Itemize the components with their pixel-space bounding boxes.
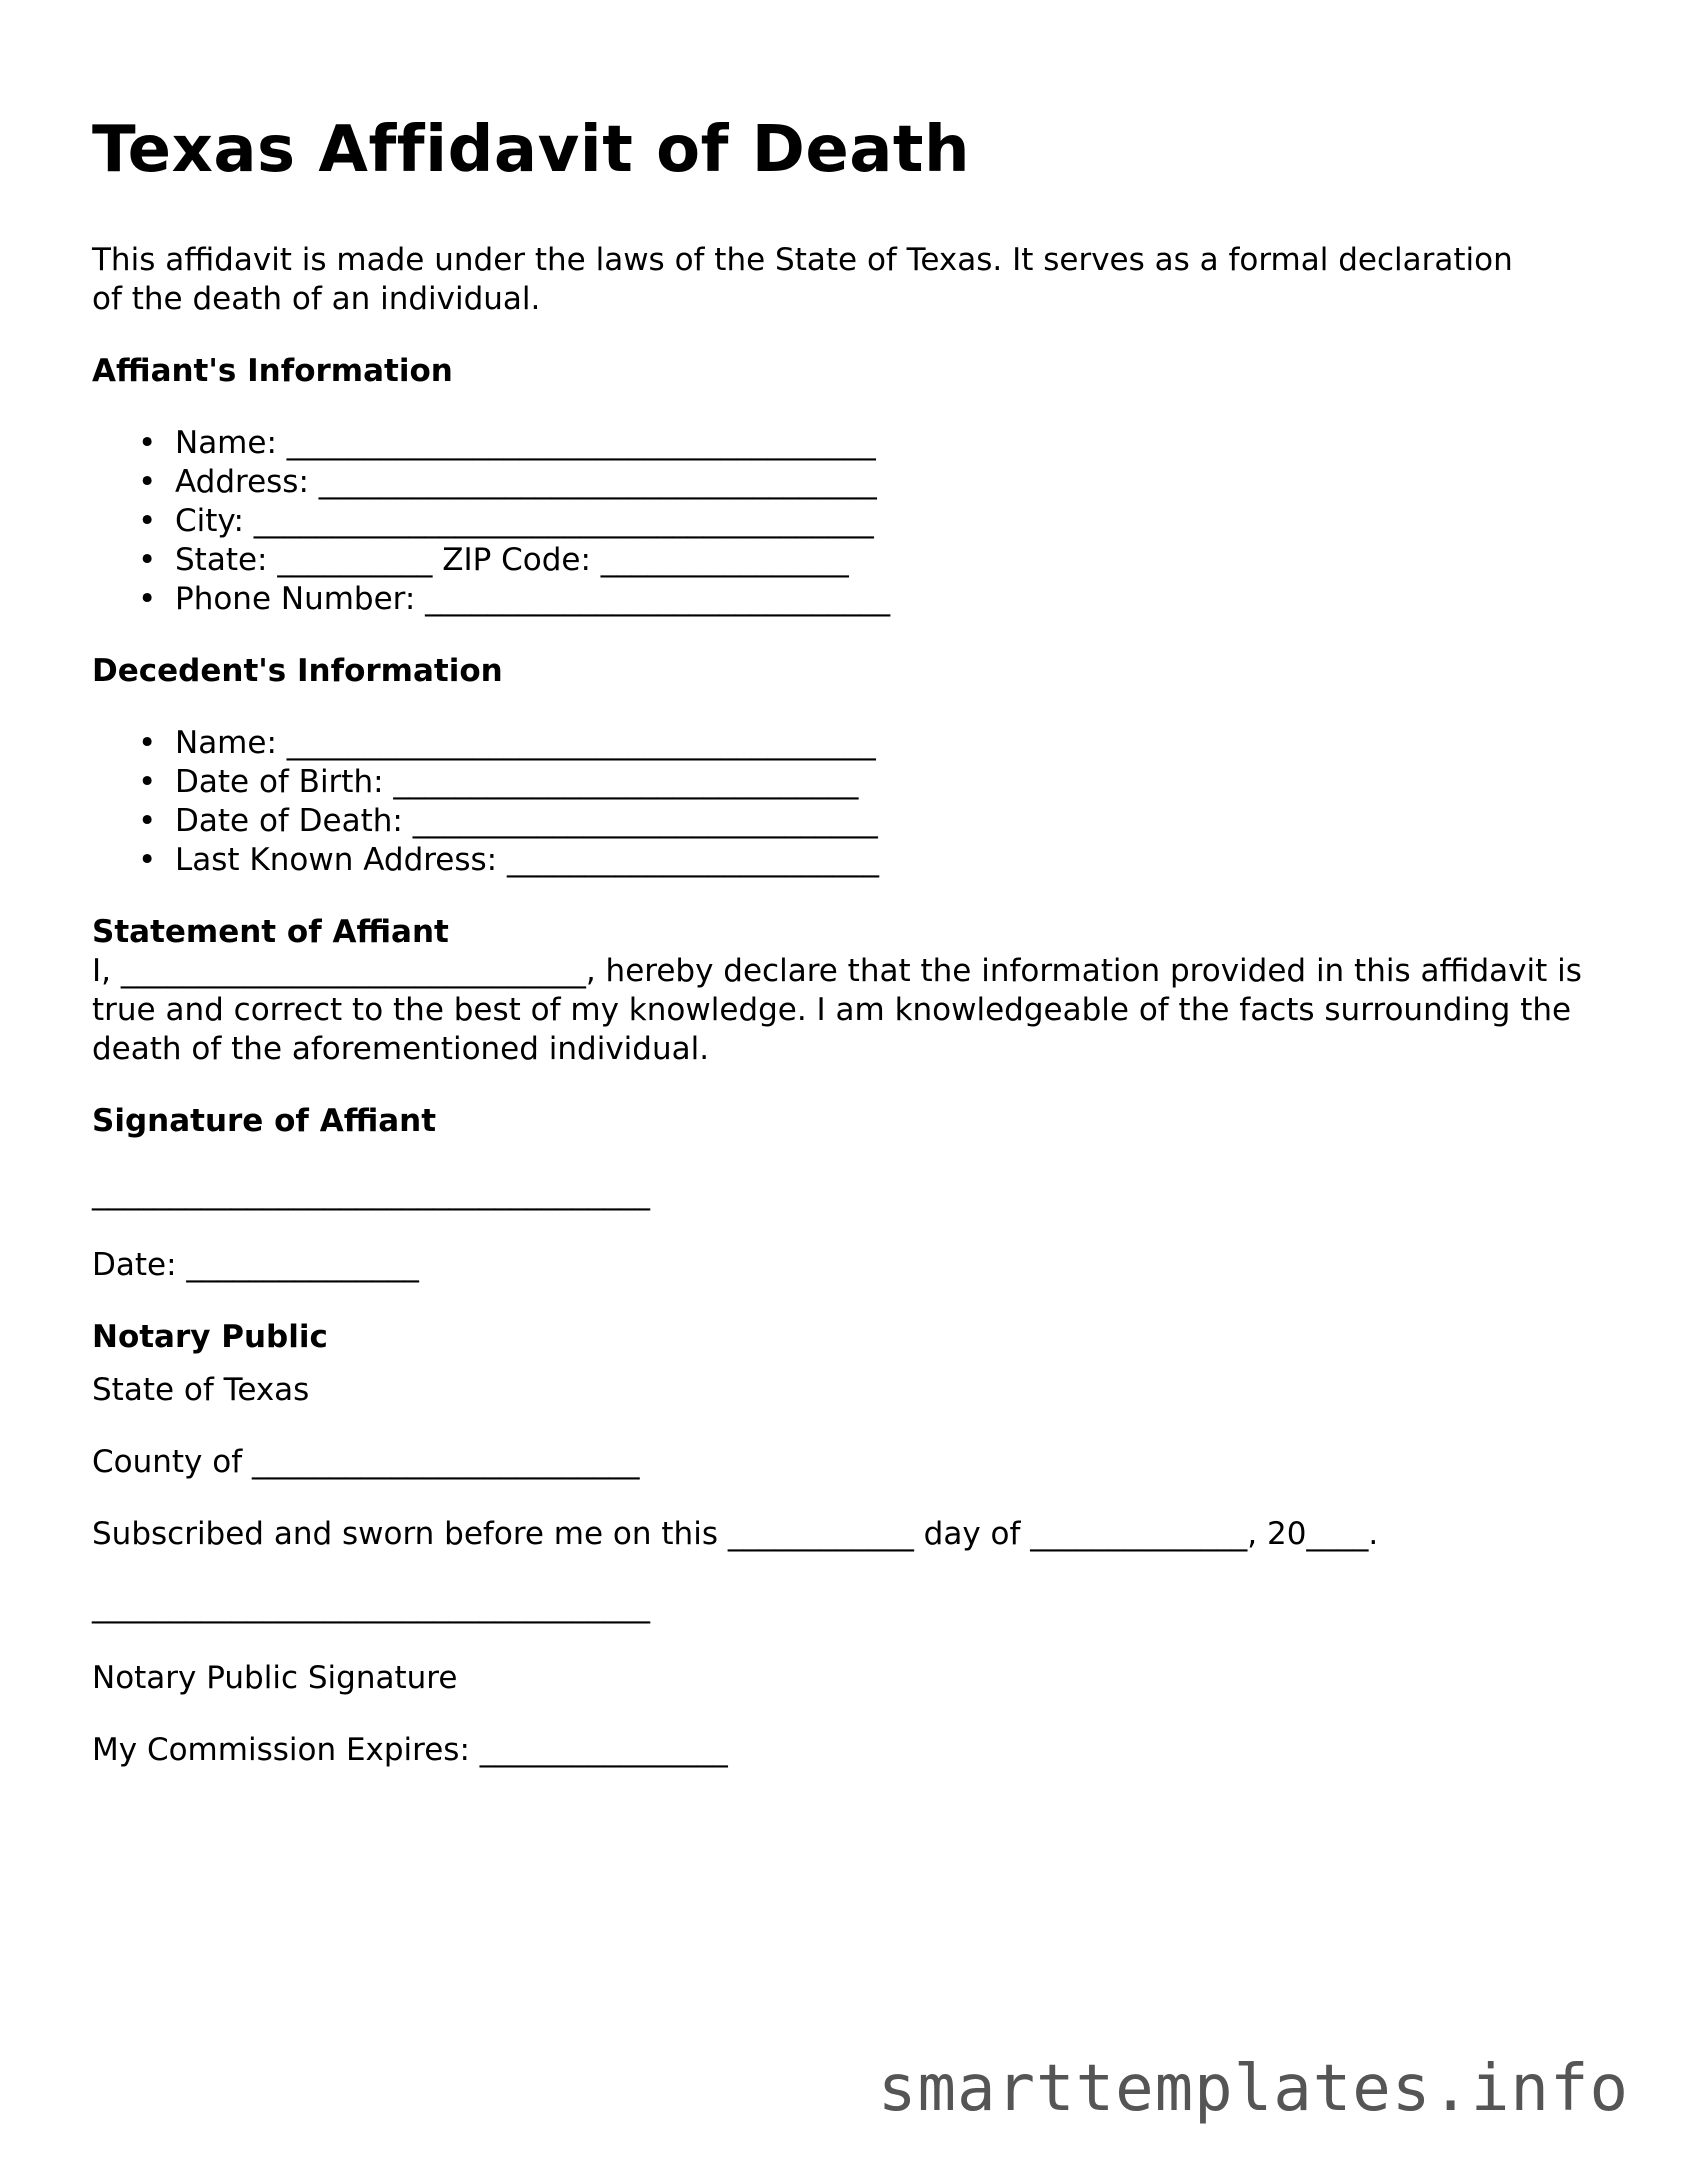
decedent-dod-field[interactable]	[92, 802, 1612, 841]
list-item-text: Date of Death: ______________________________	[175, 802, 878, 839]
affiant-info-list	[92, 424, 1612, 619]
decedent-address-field[interactable]	[92, 841, 1612, 880]
list-item-text: City: ________________________________________	[175, 502, 874, 539]
bullet-icon: •	[138, 724, 157, 761]
signature-heading: Signature of Affiant	[92, 1102, 437, 1139]
statement-paragraph: I, ______________________________, hereby declare that the information provided in this affidavit is true and correct to the best of my knowledge. I am knowledgeable of the facts surrounding the death of the aforementioned individual.	[92, 952, 1592, 1067]
list-item-text: Date of Birth: ______________________________	[175, 763, 859, 800]
bullet-icon: •	[138, 424, 157, 461]
list-item-text: Address: ____________________________________	[175, 463, 877, 500]
notary-signature-label: Notary Public Signature	[92, 1659, 458, 1696]
list-item-text: Name: ______________________________________	[175, 424, 876, 461]
notary-signature-line[interactable]: ____________________________________	[92, 1587, 650, 1624]
decedent-dob-field[interactable]	[92, 763, 1612, 802]
affiant-signature-line[interactable]: ____________________________________	[92, 1174, 650, 1211]
decedent-name-field[interactable]	[92, 724, 1612, 763]
affiant-address-field[interactable]	[92, 463, 1612, 502]
intro-paragraph: This affidavit is made under the laws of the State of Texas. It serves as a formal declaration of the death of an individual.	[92, 241, 1513, 317]
notary-heading: Notary Public	[92, 1318, 328, 1355]
decedent-info-heading: Decedent's Information	[92, 652, 503, 689]
affidavit-document	[92, 112, 1612, 1770]
document-title: Texas Affidavit of Death	[92, 113, 971, 187]
affiant-info-heading: Affiant's Information	[92, 352, 453, 389]
list-item-text: State: __________ ZIP Code: ________________	[175, 541, 849, 578]
watermark-text: smarttemplates.info	[877, 2052, 1629, 2126]
bullet-icon: •	[138, 541, 157, 578]
commission-expires-field[interactable]: My Commission Expires: ________________	[92, 1731, 728, 1768]
decedent-info-list	[92, 724, 1612, 880]
notary-sworn-statement[interactable]: Subscribed and sworn before me on this ____________ day of ______________, 20____.	[92, 1515, 1379, 1552]
bullet-icon: •	[138, 841, 157, 878]
notary-county-field[interactable]: County of _________________________	[92, 1443, 640, 1480]
bullet-icon: •	[138, 463, 157, 500]
statement-heading: Statement of Affiant	[92, 913, 449, 950]
bullet-icon: •	[138, 502, 157, 539]
affiant-state-zip-field[interactable]	[92, 541, 1612, 580]
bullet-icon: •	[138, 763, 157, 800]
affiant-date-field[interactable]: Date: _______________	[92, 1246, 419, 1283]
bullet-icon: •	[138, 580, 157, 617]
list-item-text: Last Known Address: ________________________	[175, 841, 879, 878]
notary-state: State of Texas	[92, 1371, 310, 1408]
list-item-text: Phone Number: ______________________________	[175, 580, 891, 617]
bullet-icon: •	[138, 802, 157, 839]
list-item-text: Name: ______________________________________	[175, 724, 876, 761]
affiant-phone-field[interactable]	[92, 580, 1612, 619]
affiant-name-field[interactable]	[92, 424, 1612, 463]
affiant-city-field[interactable]	[92, 502, 1612, 541]
